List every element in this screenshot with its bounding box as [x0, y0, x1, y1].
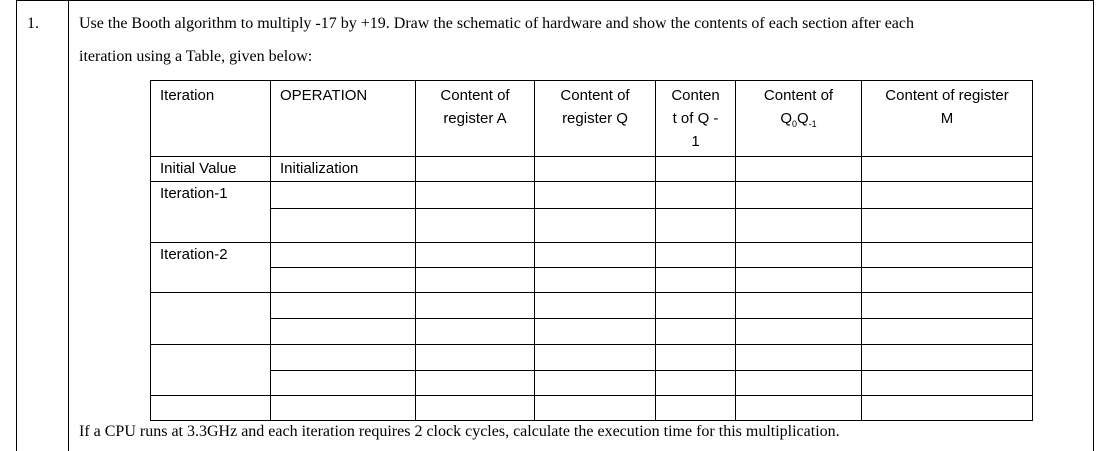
table-cell: [656, 319, 736, 345]
table-row-iter4-b: [151, 371, 1033, 396]
header-register-a: Content of register A: [416, 81, 535, 157]
table-cell: [736, 209, 862, 243]
table-cell: [271, 268, 416, 293]
table-cell: [416, 371, 535, 396]
table-cell: [271, 371, 416, 396]
table-cell: [656, 345, 736, 371]
table-cell: [535, 157, 656, 182]
table-cell: [862, 157, 1033, 182]
table-cell: [271, 182, 416, 209]
question-footer-text: If a CPU runs at 3.3GHz and each iteration requires 2 clock cycles, calculate the execution time for this multiplication.: [79, 423, 840, 440]
table-cell: [271, 396, 416, 421]
header-operation: OPERATION: [271, 81, 416, 157]
table-cell: [535, 371, 656, 396]
table-cell: [736, 396, 862, 421]
table-cell: [416, 293, 535, 319]
table-cell: [271, 319, 416, 345]
question-text-line-1: Use the Booth algorithm to multiply -17 by +19. Draw the schematic of hardware and show the contents of each section after each: [79, 15, 914, 32]
table-row-iter1-a: [151, 182, 1033, 209]
table-cell: [416, 396, 535, 421]
table-cell: [416, 243, 535, 268]
table-cell: [656, 396, 736, 421]
table-cell: [416, 209, 535, 243]
question-number: 1.: [27, 15, 39, 32]
cell-initial-operation: Initialization: [271, 157, 416, 182]
question-text-line-2: iteration using a Table, given below:: [79, 48, 313, 65]
header-register-q: Content of register Q: [535, 81, 656, 157]
table-row-iter2-a: [151, 243, 1033, 268]
header-iteration: Iteration: [151, 81, 271, 157]
table-cell: [535, 293, 656, 319]
table-cell: [656, 293, 736, 319]
table-cell: [862, 396, 1033, 421]
table-cell: [416, 345, 535, 371]
table-cell: [736, 157, 862, 182]
table-cell: [416, 182, 535, 209]
header-register-m: Content of register M: [862, 81, 1033, 157]
table-cell: [535, 243, 656, 268]
table-cell: [271, 293, 416, 319]
table-row-initial: [151, 157, 1033, 182]
table-cell: [862, 209, 1033, 243]
table-cell: [656, 209, 736, 243]
table-cell: [271, 345, 416, 371]
table-cell: [151, 293, 271, 345]
table-row-iter2-b: [151, 268, 1033, 293]
table-cell: [656, 371, 736, 396]
table-cell: [416, 319, 535, 345]
table-cell: [271, 209, 416, 243]
table-cell: [535, 345, 656, 371]
table-cell: [736, 268, 862, 293]
table-cell: [151, 396, 271, 421]
table-cell: [862, 345, 1033, 371]
table-cell: [736, 371, 862, 396]
table-cell: [656, 268, 736, 293]
table-cell: [416, 268, 535, 293]
table-row-iter3-a: [151, 293, 1033, 319]
table-cell: [535, 209, 656, 243]
table-cell: [535, 182, 656, 209]
cell-iteration-2-label: Iteration-2: [151, 243, 271, 293]
cell-iteration-1-label: Iteration-1: [151, 182, 271, 243]
table-cell: [862, 182, 1033, 209]
column-divider: [68, 0, 69, 451]
table-row-iter3-b: [151, 319, 1033, 345]
table-cell: [535, 319, 656, 345]
header-row: [151, 81, 1033, 157]
table-cell: [736, 243, 862, 268]
header-q0-q-1: Content of $Q_0Q_{-1}$: [736, 81, 862, 157]
table-cell: [416, 157, 535, 182]
table-row-final: [151, 396, 1033, 421]
table-cell: [656, 182, 736, 209]
table-cell: [151, 345, 271, 396]
table-row-iter4-a: [151, 345, 1033, 371]
table-cell: [271, 243, 416, 268]
table-cell: [736, 319, 862, 345]
table-cell: [656, 243, 736, 268]
table-cell: [656, 157, 736, 182]
table-cell: [862, 319, 1033, 345]
table-row-iter1-b: [151, 209, 1033, 243]
table-cell: [535, 396, 656, 421]
cell-initial-label: Initial Value: [151, 157, 271, 182]
table-cell: [862, 371, 1033, 396]
table-cell: [862, 243, 1033, 268]
table-cell: [862, 293, 1033, 319]
table-cell: [736, 182, 862, 209]
header-q-minus-1: Conten t of Q - 1: [656, 81, 736, 157]
booth-iteration-table: [150, 80, 1033, 421]
table-cell: [736, 345, 862, 371]
table-cell: [535, 268, 656, 293]
table-cell: [862, 268, 1033, 293]
table-cell: [736, 293, 862, 319]
